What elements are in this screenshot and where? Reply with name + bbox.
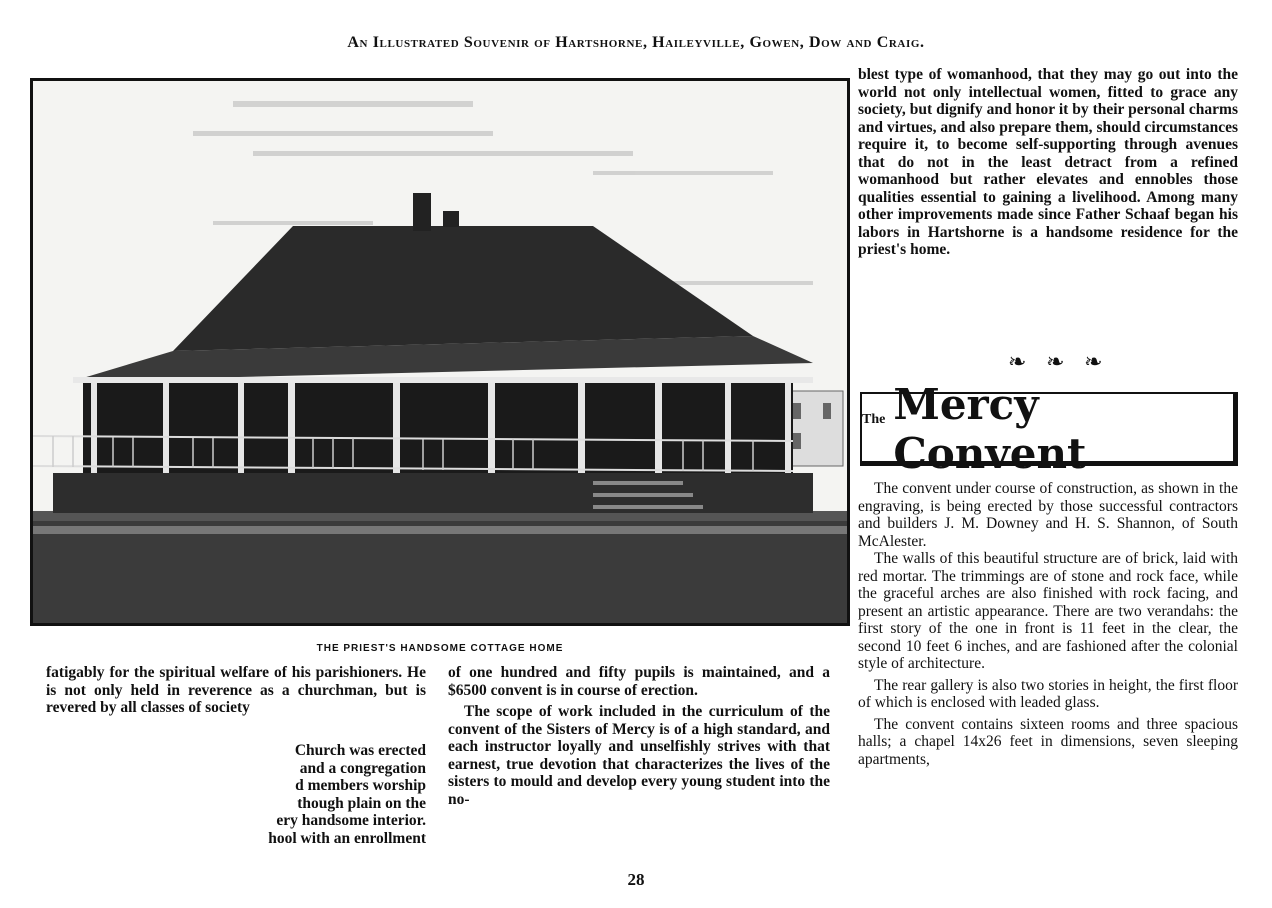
column-1-text: fatigably for the spiritual welfare of his parishioners. He is not only held in reverence as a churchman, but is revered by all classes of society [46, 664, 426, 716]
column-1 [46, 664, 426, 717]
column-4-paragraph-4: The convent contains sixteen rooms and three spacious halls; a chapel 14x26 feet in dimensions, seven sleeping apartments, [858, 715, 1238, 768]
page-number: 28 [627, 870, 645, 889]
column-2 [448, 664, 830, 808]
column-4-paragraph-1: The convent under course of construction, as shown in the engraving, is being erected by those successful contractors and builders J. M. Downey and H. S. Shannon, of South McAlester. [858, 480, 1238, 550]
column-2-paragraph-2: The scope of work included in the curriculum of the convent of the Sisters of Mercy is of a high standard, and each instructor loyally and unselfishly strives with that earnest, true devotion that characterizes the lives of the sisters to mould and develop every young student into the no- [448, 703, 830, 808]
fragment-line: though plain on the [297, 794, 426, 812]
photo-caption: THE PRIEST'S HANDSOME COTTAGE HOME [316, 643, 564, 654]
section-title: Mercy Convent [893, 380, 1087, 478]
column-2-paragraph-1: of one hundred and fifty pupils is maintained, and a $6500 convent is in course of erection. [448, 664, 830, 699]
section-title-box [860, 380, 1238, 478]
section-ornament: ❧ ❧ ❧ [1008, 350, 1109, 375]
fragment-line: ery handsome interior. [276, 812, 426, 829]
column-4-paragraph-3: The rear gallery is also two stories in height, the first floor of which is enclosed with leaded glass. [858, 676, 1238, 711]
column-4-paragraph-2: The walls of this beautiful structure are of brick, laid with red mortar. The trimmings are of stone and rock face, while the graceful arches are also finished with rock facing, and present an artistic appearance. There are two verandahs: the first story of the one in front is 11 feet in the clear, the second 10 feet 6 inches, and are fashioned after the colonial style of architecture. [858, 550, 1238, 672]
section-title-small: The [862, 412, 886, 427]
column-3-paragraph: blest type of womanhood, that they may go out into the world not only intellectual women, fitted to grace any society, but dignify and honor it by their personal charms and virtues, and also prepare them, should circumstances require it, to become self-supporting through avenues that do not in the least detract from a refined womanhood but rather elevates and ennobles those qualities essential to gaining a livelihood. Among many other improvements made since Father Schaaf began his labors in Hartshorne is a handsome residence for the priest's home. [858, 66, 1238, 258]
column-1-fragments [196, 742, 426, 847]
column-4 [858, 480, 1238, 768]
fragment-line: and a congregation [299, 759, 426, 777]
column-3 [858, 66, 1238, 259]
page-header: An Illustrated Souvenir of Hartshorne, Haileyville, Gowen, Dow and Craig. [347, 34, 925, 51]
fragment-line: d members worship [295, 777, 426, 794]
fragment-line: Church was erected [294, 742, 426, 759]
cottage-photograph [30, 78, 850, 626]
fragment-line: hool with an enrollment [268, 829, 426, 847]
